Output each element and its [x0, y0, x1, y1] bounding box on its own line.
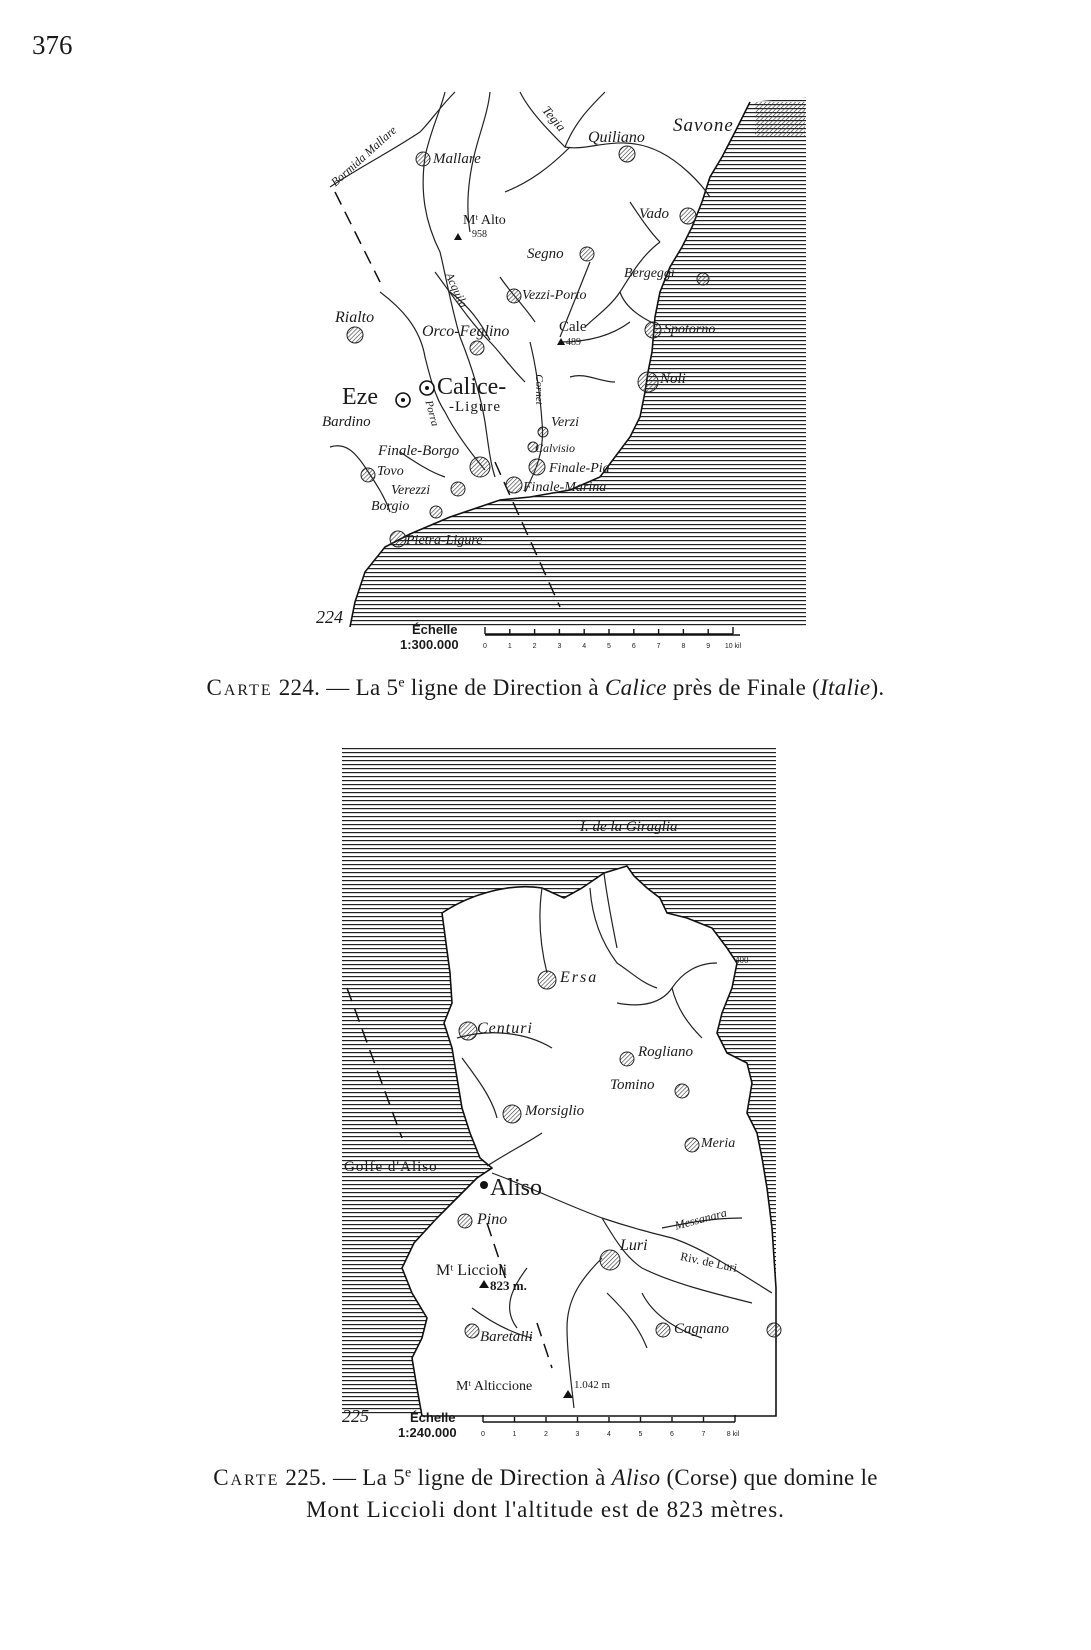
marker-tovo — [361, 468, 375, 482]
scale-tick-5: 5 — [607, 643, 611, 650]
marker-morsiglio — [503, 1105, 521, 1123]
label-vado: Vado — [639, 206, 669, 222]
marker-ersa — [538, 971, 556, 989]
label-quiliano: Quiliano — [588, 129, 645, 146]
marker-spotorno — [645, 322, 661, 338]
label-acquila: Acquila — [442, 270, 471, 310]
marker-tomino — [675, 1084, 689, 1098]
label-mt-alticcione: Mᵗ Alticcione — [456, 1379, 533, 1394]
marker-rialto — [347, 327, 363, 343]
label-morsiglio: Morsiglio — [525, 1103, 585, 1119]
scale-tick-6: 6 — [631, 643, 636, 650]
label-pietra-ligure: Pietra-Ligure — [406, 533, 483, 548]
figure-number-224: 224 — [316, 607, 343, 627]
marker-borgio — [430, 506, 442, 518]
marker-vezzi-porto — [507, 289, 521, 303]
marker-quiliano — [619, 146, 635, 162]
marker-orco-feglino — [470, 341, 484, 355]
label-luri: Luri — [620, 1237, 648, 1254]
scale-tick-0: 0 — [481, 1431, 485, 1438]
scale-tick-6: 6 — [670, 1431, 674, 1438]
label-400: 400 — [735, 955, 749, 965]
marker-segno — [580, 247, 594, 261]
marker-verezzi — [451, 482, 465, 496]
label-vezzi-porto: Vezzi-Porto — [522, 288, 587, 303]
marker-finale-pia — [529, 459, 545, 475]
caption-225-line2: Mont Liccioli dont l'altitude est de 823 mètres. — [306, 1497, 785, 1522]
label-giraglia: I. de la Giraglia — [580, 819, 678, 835]
label-mallare: Mallare — [433, 151, 481, 167]
map-225-drawing — [342, 748, 776, 1416]
map-224-drawing — [330, 92, 806, 627]
label-centuri: Centuri — [477, 1020, 533, 1037]
marker-vado — [680, 208, 696, 224]
marker-pietra-ligure — [390, 531, 406, 547]
label-bergeggi: Bergeggi — [624, 266, 675, 281]
page-number: 376 — [32, 30, 73, 60]
scale-tick-5: 5 — [638, 1431, 643, 1438]
label-spotorno: Spotorno — [664, 322, 716, 337]
label-calvisio: Calvisio — [535, 441, 576, 455]
marker-mallare — [416, 152, 430, 166]
label-meria: Meria — [701, 1136, 736, 1151]
label-cale: Cale — [559, 319, 587, 335]
figure-number-225: 225 — [342, 1406, 369, 1426]
label-bormida: Bormida Mallare — [328, 122, 400, 190]
marker-noli — [638, 372, 658, 392]
label-tegia: Tegia — [539, 102, 570, 135]
label-eze: Eze — [342, 384, 378, 410]
scale-tick-2: 2 — [532, 643, 537, 650]
label-mt-alto-height: 958 — [472, 229, 487, 240]
scale-ratio: 1:300.000 — [400, 637, 459, 652]
scale-tick-3: 3 — [575, 1431, 580, 1438]
scale-title: Échelle — [412, 622, 458, 637]
marker-verzi — [538, 427, 548, 437]
scale-tick-7: 7 — [701, 1431, 706, 1438]
label-verzi: Verzi — [551, 415, 579, 430]
label-segno: Segno — [527, 246, 564, 262]
label-ligure: -Ligure — [449, 399, 501, 415]
label-calice: Calice- — [437, 374, 507, 400]
scale-label-225 — [398, 1410, 457, 1440]
label-bardino: Bardino — [322, 414, 371, 430]
scale-label-224 — [400, 622, 459, 652]
peak-mt-alto — [454, 233, 462, 240]
map-aliso-corse — [342, 748, 776, 1416]
label-orco-feglino: Orco-Feglino — [422, 323, 510, 340]
scale-bar-224-ticks — [483, 624, 743, 652]
marker-cagnano-edge — [767, 1323, 781, 1337]
label-rialto: Rialto — [335, 309, 375, 326]
marker-finale-marina — [506, 477, 522, 493]
scale-tick-4: 4 — [582, 643, 587, 650]
label-cagnano: Cagnano — [674, 1321, 730, 1337]
label-borgio: Borgio — [371, 499, 410, 514]
marker-baretalli — [465, 1324, 479, 1338]
caption-224: Carte 224. — La 5e ligne de Direction à Calice près de Finale (Italie). — [206, 675, 885, 700]
scale-ratio: 1:240.000 — [398, 1425, 457, 1440]
label-savone: Savone — [673, 115, 734, 136]
scale-tick-10: 10 kil — [724, 643, 742, 650]
scale-tick-8: 8 — [681, 643, 686, 650]
label-alticcione-height: 1.042 m — [574, 1379, 611, 1391]
label-ersa: Ersa — [560, 969, 599, 986]
label-cale-height: 489 — [566, 337, 581, 348]
label-finale-marina: Finale-Marina — [523, 480, 607, 495]
scale-tick-3: 3 — [557, 643, 562, 650]
label-finale-borgo: Finale-Borgo — [378, 443, 460, 459]
label-golfe-aliso: Golfe d'Aliso — [344, 1159, 438, 1175]
label-tomino: Tomino — [610, 1077, 655, 1093]
label-mt-alto: Mᵗ Alto — [463, 213, 506, 228]
marker-cagnano — [656, 1323, 670, 1337]
label-rogliano: Rogliano — [638, 1044, 693, 1060]
marker-luri — [600, 1250, 620, 1270]
scale-bar-225-ticks — [481, 1412, 743, 1440]
scale-tick-1: 1 — [507, 643, 512, 650]
label-liccioli-height: 823 m. — [490, 1278, 527, 1293]
caption-225 — [0, 1465, 1091, 1523]
marker-meria — [685, 1138, 699, 1152]
label-tovo: Tovo — [377, 464, 404, 479]
label-pino: Pino — [477, 1211, 508, 1228]
scale-title: Échelle — [410, 1410, 456, 1425]
label-riv-luri: Riv. de Luri — [679, 1249, 739, 1275]
label-porra: Porra — [422, 399, 441, 428]
marker-bergeggi — [697, 273, 709, 285]
label-noli: Noli — [660, 371, 686, 387]
label-mt-liccioli: Mᵗ Liccioli — [436, 1262, 508, 1279]
caption-225-line1: Carte 225. — La 5e ligne de Direction à Aliso (Corse) que domine le — [213, 1465, 878, 1490]
label-verezzi: Verezzi — [391, 483, 431, 498]
label-aliso: Aliso — [490, 1175, 543, 1201]
marker-aliso — [480, 1181, 488, 1189]
scale-tick-7: 7 — [656, 643, 661, 650]
label-finale-pia: Finale-Pia — [549, 461, 610, 476]
marker-rogliano — [620, 1052, 634, 1066]
label-baretalli: Baretalli — [480, 1329, 533, 1345]
marker-pino — [458, 1214, 472, 1228]
scale-tick-8: 8 kil — [726, 1431, 740, 1438]
scale-tick-1: 1 — [512, 1431, 517, 1438]
scale-tick-4: 4 — [607, 1431, 611, 1438]
scale-tick-9: 9 — [706, 643, 711, 650]
marker-centuri — [459, 1022, 477, 1040]
scale-tick-2: 2 — [544, 1431, 548, 1438]
savone-town-block — [755, 102, 805, 137]
label-messanara: Messanara — [673, 1205, 729, 1233]
marker-finale-borgo — [470, 457, 490, 477]
scale-tick-0: 0 — [483, 643, 487, 650]
label-cornet: Cornet — [532, 374, 545, 405]
